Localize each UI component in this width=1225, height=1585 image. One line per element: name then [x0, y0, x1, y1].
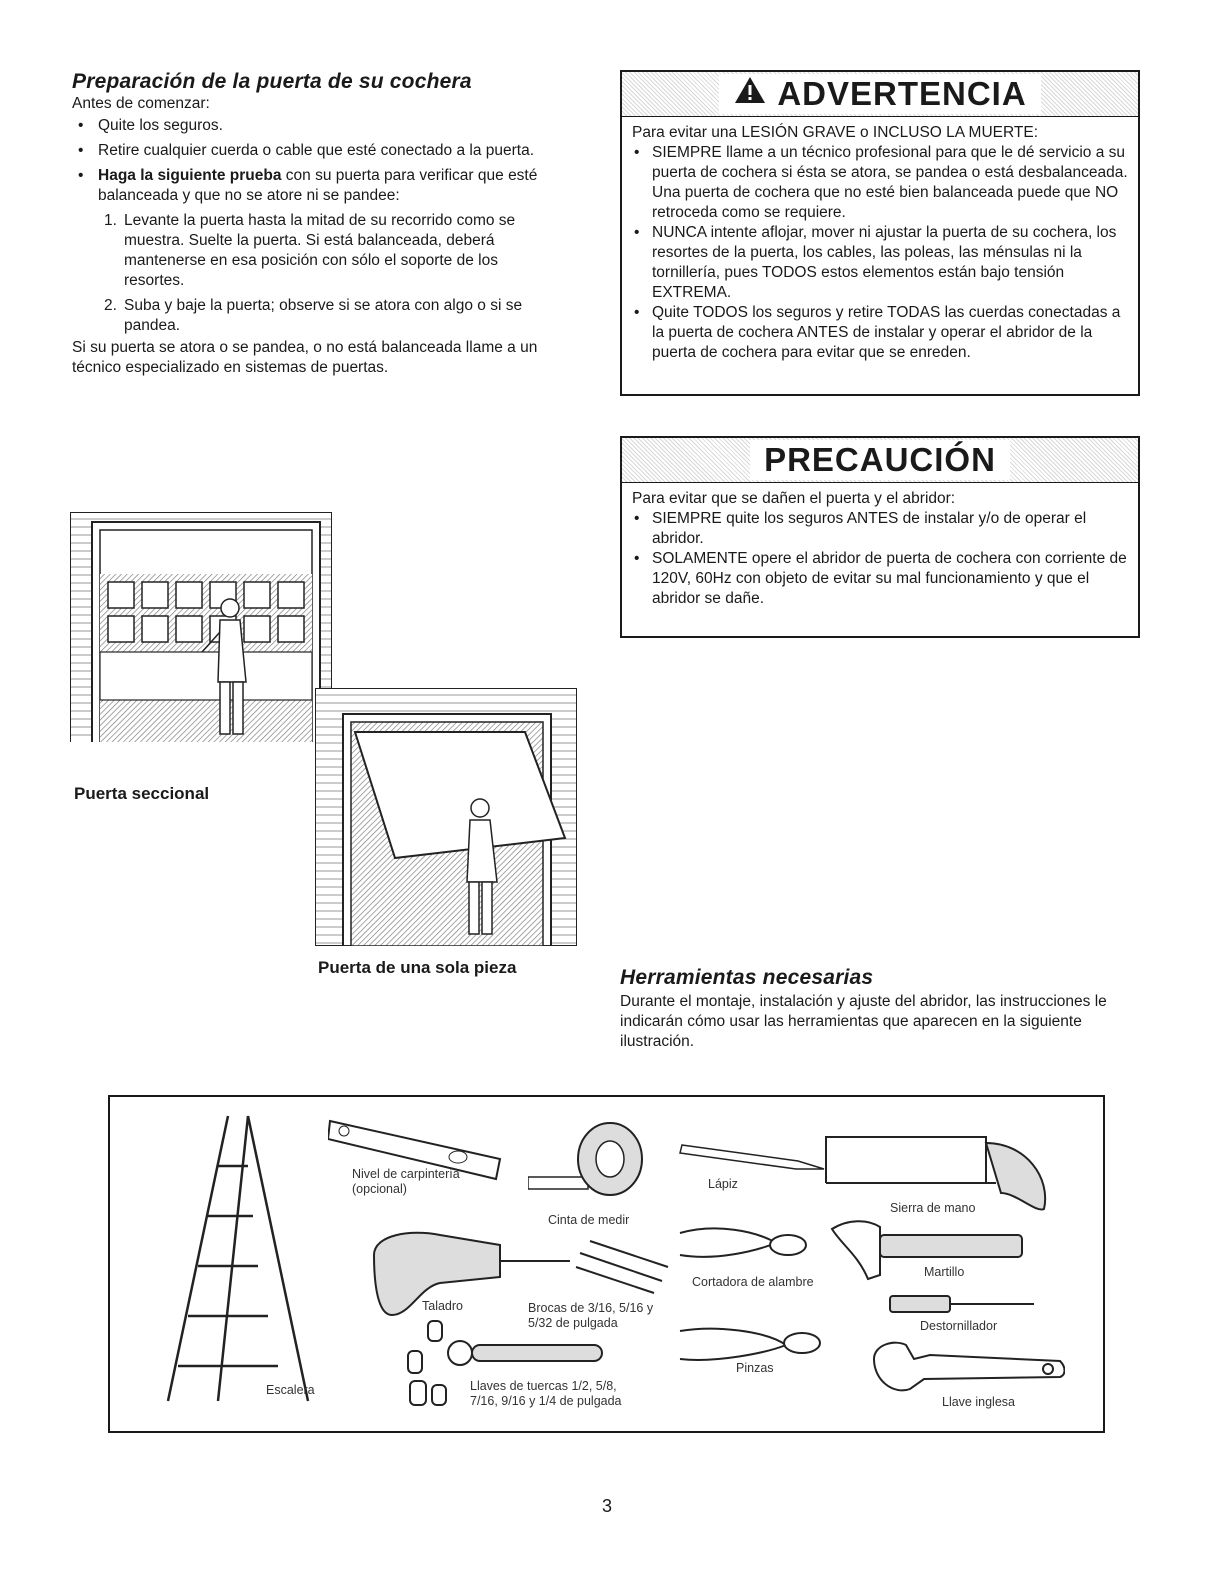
ladder-label: Escalera — [266, 1383, 315, 1397]
prep-bullet-3-rest: con su puerta para verificar que esté balanceada y que no se atore ni se pandee: — [98, 167, 538, 204]
one-piece-caption: Puerta de una sola pieza — [318, 958, 517, 977]
bits-label: Brocas de 3/16, 5/16 y 5/32 de pulgada — [528, 1301, 654, 1330]
step-text: Suba y baje la puerta; observe si se atora con algo o si se pandea. — [124, 297, 523, 334]
prep-bullet-2: • Retire cualquier cuerda o cable que esté conectado a la puerta. — [72, 141, 562, 161]
prep-list — [72, 116, 562, 206]
warning-item: • NUNCA intente aflojar, mover ni ajustar la puerta de su cochera, los resortes de la puerta, los cables, las poleas, las ménsulas ni la tornillería, pues TODOS estos elementos están bajo tensión EXTREMA. — [632, 223, 1128, 303]
screwdriver-icon — [888, 1293, 1038, 1315]
caution-box — [620, 436, 1140, 638]
page-number: 3 — [602, 1496, 613, 1516]
screwdriver-label: Destornillador — [920, 1319, 998, 1333]
drill-label: Taladro — [422, 1299, 463, 1313]
prep-bullet-3 — [72, 166, 562, 206]
prep-intro: Antes de comenzar: — [72, 95, 210, 112]
tools-intro: Durante el montaje, instalación y ajuste del abridor, las instrucciones le indicarán cómo usar las herramientas que aparecen en la siguiente ilustración. — [620, 993, 1107, 1050]
prep-section — [72, 70, 562, 378]
prep-bullet-3-bold: Haga la siguiente prueba — [98, 167, 282, 184]
pliers-label: Pinzas — [736, 1361, 774, 1375]
warning-intro: Para evitar una LESIÓN GRAVE o INCLUSO LA MUERTE: — [632, 124, 1039, 141]
hammer-label: Martillo — [924, 1265, 965, 1279]
step-text: Levante la puerta hasta la mitad de su recorrido como se muestra. Suelte la puerta. Si está balanceada, deberá mantenerse en esa posición con sólo el soporte de los resortes. — [124, 212, 516, 289]
step-number: 1. — [104, 212, 117, 229]
prep-steps — [72, 211, 562, 336]
step-number: 2. — [104, 297, 117, 314]
ladder-icon — [158, 1111, 318, 1411]
adjustable-wrench-icon — [870, 1337, 1065, 1397]
cutters-label: Cortadora de alambre — [692, 1275, 814, 1289]
pencil-icon — [678, 1139, 828, 1175]
wire-cutters-icon — [676, 1221, 811, 1271]
caution-item: • SIEMPRE quite los seguros ANTES de instalar y/o de operar el abridor. — [632, 509, 1128, 549]
saw-label: Sierra de mano — [890, 1201, 976, 1215]
tools-section — [620, 966, 1120, 1052]
wrench-label: Llave inglesa — [942, 1395, 1015, 1409]
sectional-door-illustration — [70, 512, 332, 774]
prep-bullet-1: • Quite los seguros. — [72, 116, 562, 136]
tape-measure-icon — [528, 1119, 648, 1209]
sockets-label: Llaves de tuercas 1/2, 5/8, 7/16, 9/16 y 1/4 de pulgada — [470, 1379, 622, 1408]
prep-step-1 — [72, 211, 562, 291]
caution-banner — [622, 438, 1138, 483]
level-label: Nivel de carpintería (opcional) — [352, 1167, 460, 1196]
caution-item: • SOLAMENTE opere el abridor de puerta de cochera con corriente de 120V, 60Hz con objeto de evitar su mal funcionamiento y que el abridor se dañe. — [632, 549, 1128, 609]
warning-banner — [622, 72, 1138, 117]
caution-intro: Para evitar que se dañen el puerta y el abridor: — [632, 490, 956, 507]
warning-title: ADVERTENCIA — [777, 75, 1027, 112]
warning-box — [620, 70, 1140, 396]
tools-illustration-box — [108, 1095, 1105, 1433]
prep-step-2 — [72, 296, 562, 336]
caution-list — [632, 509, 1128, 609]
one-piece-door-illustration — [315, 688, 577, 946]
drill-bits-icon — [572, 1237, 672, 1297]
caution-title: PRECAUCIÓN — [764, 441, 996, 478]
prep-closing: Si su puerta se atora o se pandea, o no está balanceada llame a un técnico especializado en sistemas de puertas. — [72, 339, 538, 376]
warning-triangle-icon — [733, 75, 767, 113]
warning-item: • Quite TODOS los seguros y retire TODAS las cuerdas conectadas a la puerta de cochera ANTES de instalar y operar el abridor de la puerta de cochera para evitar que se enreden. — [632, 303, 1128, 363]
pencil-label: Lápiz — [708, 1177, 738, 1191]
sectional-caption: Puerta seccional — [74, 784, 210, 803]
tools-heading: Herramientas necesarias — [620, 966, 874, 989]
warning-item: • SIEMPRE llame a un técnico profesional para que le dé servicio a su puerta de cochera si ésta se atora, se pandea o está desbalanceada. Una puerta de cochera que no esté bien balanceada puede que NO retroceda como se requiere. — [632, 143, 1128, 223]
warning-list — [632, 143, 1128, 363]
prep-heading: Preparación de la puerta de su cochera — [72, 70, 472, 93]
tape-label: Cinta de medir — [548, 1213, 630, 1227]
